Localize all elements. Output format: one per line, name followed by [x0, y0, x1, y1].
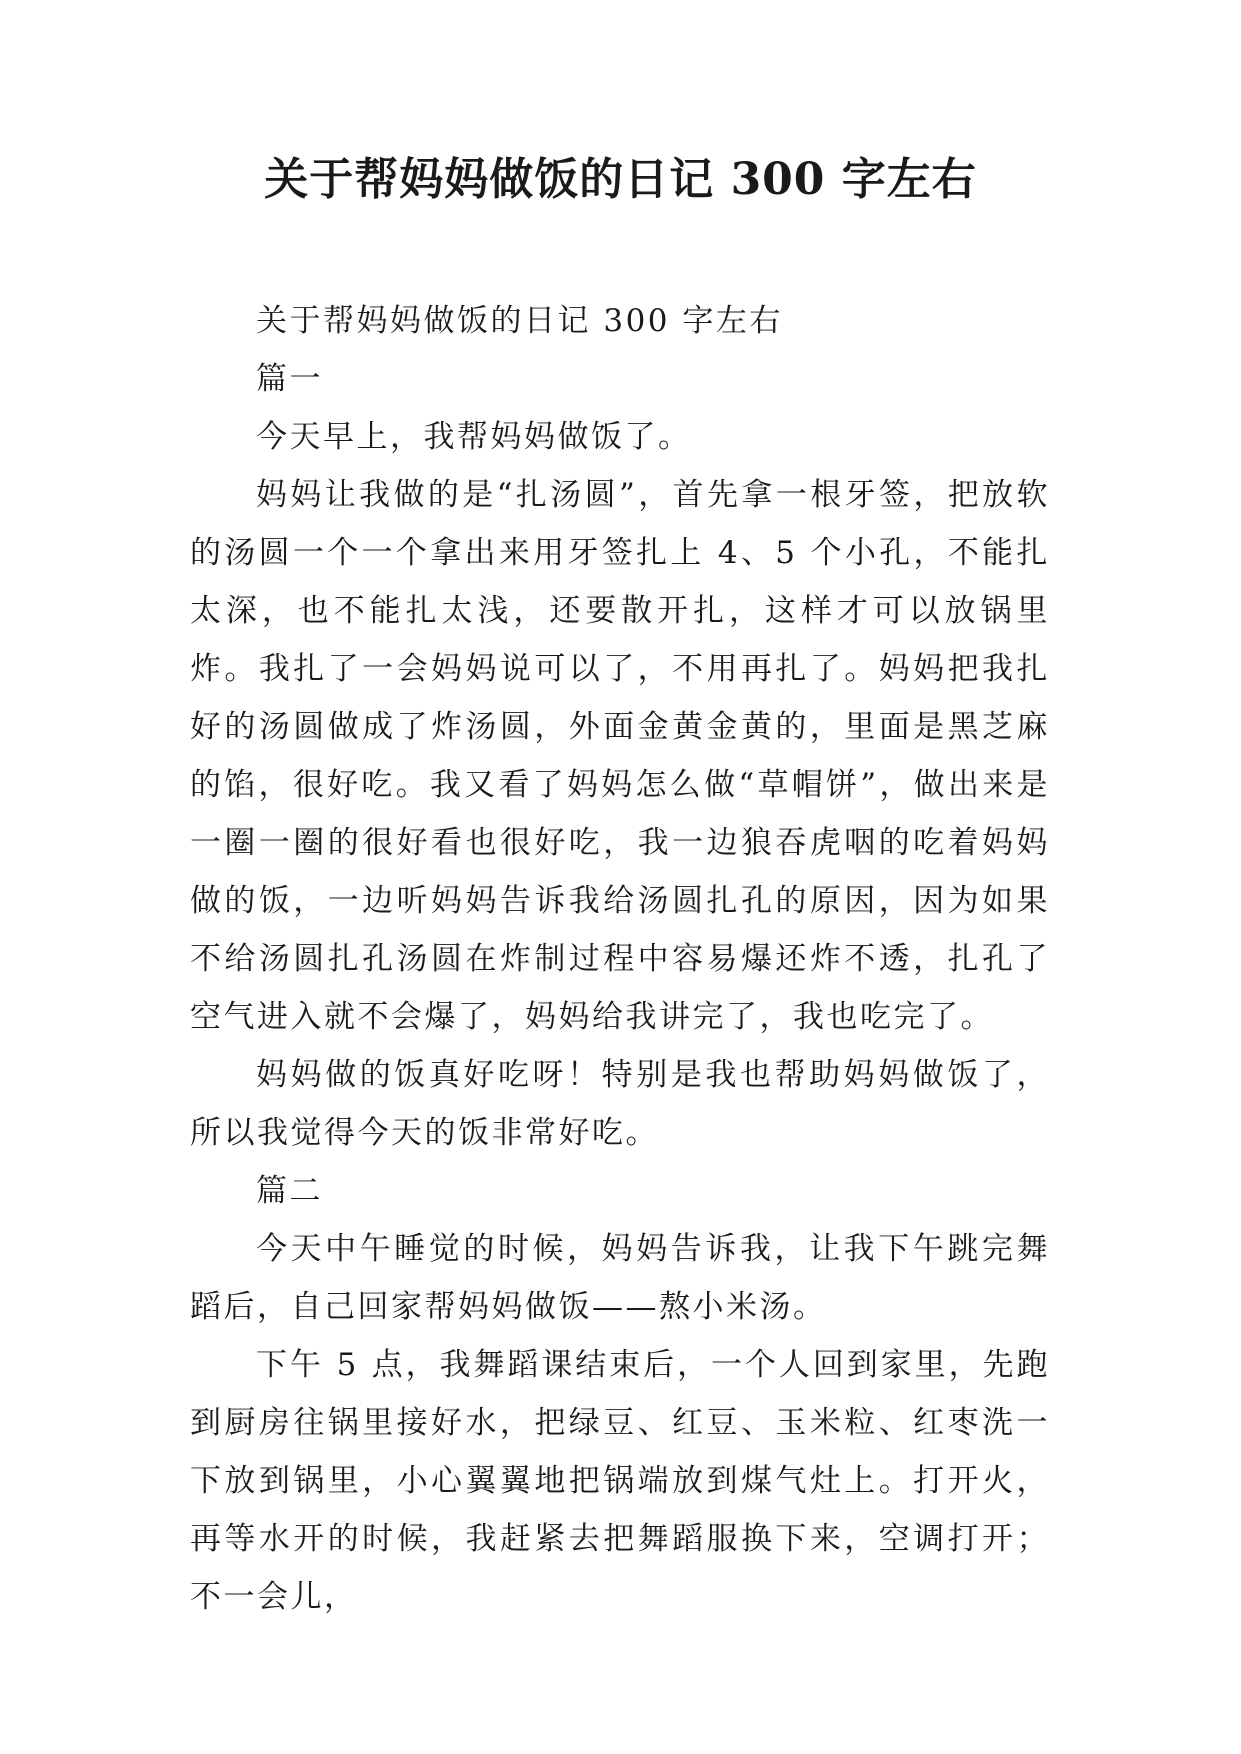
body-paragraph: 下午 5 点，我舞蹈课结束后，一个人回到家里，先跑到厨房往锅里接好水，把绿豆、红豆、玉米粒、红枣洗一下放到锅里，小心翼翼地把锅端放到煤气灶上。打开火，再等水开的时候，我赶紧去把舞蹈服换下来，空调打开；不一会儿， [190, 1347, 1050, 1615]
body-paragraph: 今天早上，我帮妈妈做饭了。 [256, 419, 692, 455]
document-title: 关于帮妈妈做饭的日记 300 字左右 [264, 154, 977, 205]
body-paragraph: 妈妈做的饭真好吃呀！特别是我也帮助妈妈做饭了，所以我觉得今天的饭非常好吃。 [190, 1057, 1050, 1151]
body-paragraph: 今天中午睡觉的时候，妈妈告诉我，让我下午跳完舞蹈后，自己回家帮妈妈做饭——熬小米汤。 [190, 1231, 1050, 1325]
subtitle-paragraph: 关于帮妈妈做饭的日记 300 字左右 [256, 303, 783, 339]
section-heading-1: 篇一 [256, 361, 323, 397]
document-body [190, 292, 1050, 1626]
body-paragraph: 妈妈让我做的是“扎汤圆”，首先拿一根牙签，把放软的汤圆一个一个拿出来用牙签扎上 4、5 个小孔，不能扎太深，也不能扎太浅，还要散开扎，这样才可以放锅里炸。我扎了一会妈妈说可以了，不用再扎了。妈妈把我扎好的汤圆做成了炸汤圆，外面金黄金黄的，里面是黑芝麻的馅，很好吃。我又看了妈妈怎么做“草帽饼”，做出来是一圈一圈的很好看也很好吃，我一边狼吞虎咽的吃着妈妈做的饭，一边听妈妈告诉我给汤圆扎孔的原因，因为如果不给汤圆扎孔汤圆在炸制过程中容易爆还炸不透，扎孔了空气进入就不会爆了，妈妈给我讲完了，我也吃完了。 [190, 477, 1050, 1035]
section-heading-2: 篇二 [256, 1173, 323, 1209]
